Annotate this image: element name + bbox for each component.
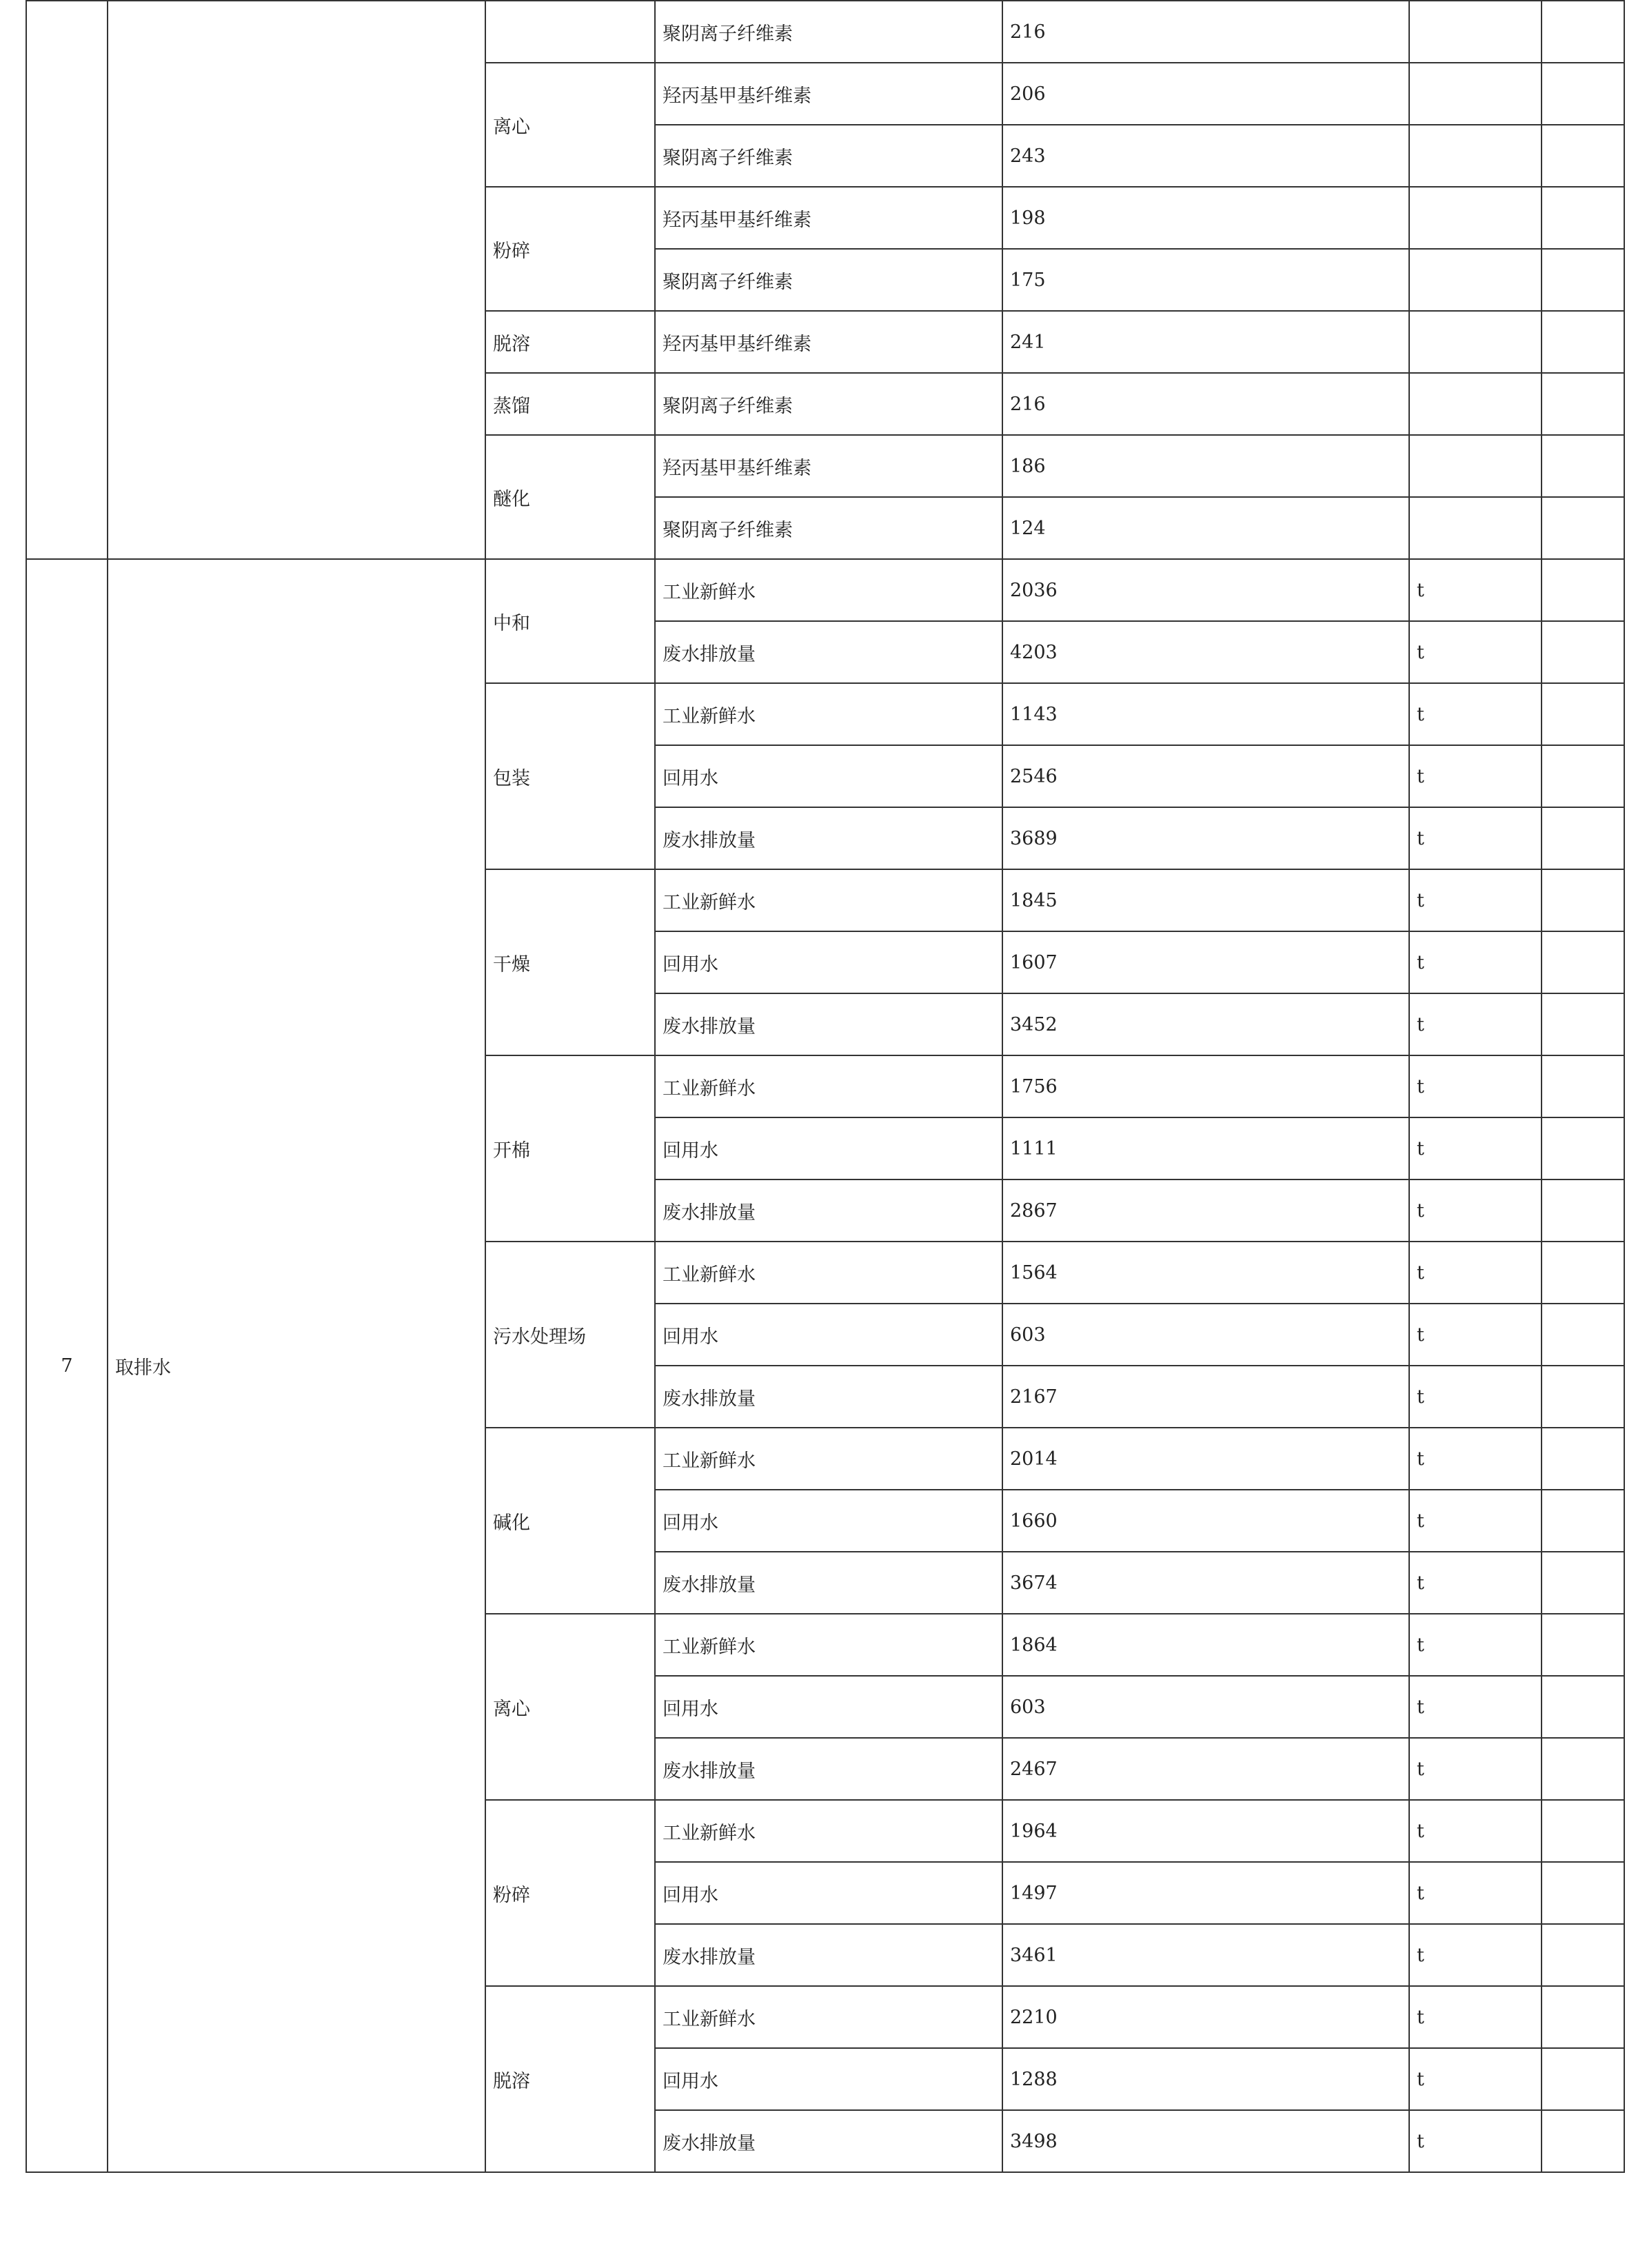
value-cell: 1497 [1002, 1862, 1409, 1924]
category-cell: 取排水 [108, 559, 485, 2172]
note-cell [1542, 125, 1624, 187]
value-cell: 198 [1002, 187, 1409, 249]
note-cell [1542, 1552, 1624, 1614]
note-cell [1542, 559, 1624, 621]
note-cell [1542, 931, 1624, 993]
unit-cell [1409, 125, 1542, 187]
note-cell [1542, 1614, 1624, 1676]
note-cell [1542, 1490, 1624, 1552]
value-cell: 1660 [1002, 1490, 1409, 1552]
unit-cell: t [1409, 1490, 1542, 1552]
unit-cell: t [1409, 1242, 1542, 1304]
unit-cell: t [1409, 1800, 1542, 1862]
process-cell: 蒸馏 [485, 373, 655, 435]
value-cell: 603 [1002, 1676, 1409, 1738]
value-cell: 216 [1002, 1, 1409, 63]
note-cell [1542, 1304, 1624, 1366]
item-cell: 工业新鲜水 [655, 1428, 1002, 1490]
unit-cell [1409, 497, 1542, 559]
value-cell: 1756 [1002, 1055, 1409, 1117]
note-cell [1542, 2048, 1624, 2110]
item-cell: 废水排放量 [655, 1924, 1002, 1986]
note-cell [1542, 311, 1624, 373]
process-cell: 污水处理场 [485, 1242, 655, 1428]
process-cell: 离心 [485, 63, 655, 187]
table-body [26, 1, 1624, 2172]
item-cell: 废水排放量 [655, 1738, 1002, 1800]
item-cell: 废水排放量 [655, 993, 1002, 1055]
process-cell [485, 1, 655, 63]
process-cell: 离心 [485, 1614, 655, 1800]
note-cell [1542, 2110, 1624, 2172]
unit-cell: t [1409, 1676, 1542, 1738]
unit-cell: t [1409, 1614, 1542, 1676]
note-cell [1542, 497, 1624, 559]
item-cell: 工业新鲜水 [655, 683, 1002, 745]
note-cell [1542, 1738, 1624, 1800]
process-cell: 粉碎 [485, 1800, 655, 1986]
process-cell: 醚化 [485, 435, 655, 559]
item-cell: 工业新鲜水 [655, 1614, 1002, 1676]
value-cell: 206 [1002, 63, 1409, 125]
unit-cell [1409, 1, 1542, 63]
unit-cell: t [1409, 1179, 1542, 1242]
unit-cell: t [1409, 1924, 1542, 1986]
seq-cell: 7 [26, 559, 108, 2172]
item-cell: 回用水 [655, 1117, 1002, 1179]
seq-cell [26, 1, 108, 559]
unit-cell: t [1409, 559, 1542, 621]
note-cell [1542, 1366, 1624, 1428]
item-cell: 工业新鲜水 [655, 1986, 1002, 2048]
item-cell: 羟丙基甲基纤维素 [655, 63, 1002, 125]
item-cell: 聚阴离子纤维素 [655, 125, 1002, 187]
unit-cell: t [1409, 683, 1542, 745]
item-cell: 回用水 [655, 1862, 1002, 1924]
item-cell: 废水排放量 [655, 1552, 1002, 1614]
note-cell [1542, 807, 1624, 869]
item-cell: 废水排放量 [655, 1366, 1002, 1428]
note-cell [1542, 1800, 1624, 1862]
category-cell [108, 1, 485, 559]
value-cell: 1288 [1002, 2048, 1409, 2110]
item-cell: 聚阴离子纤维素 [655, 497, 1002, 559]
item-cell: 羟丙基甲基纤维素 [655, 187, 1002, 249]
value-cell: 2867 [1002, 1179, 1409, 1242]
note-cell [1542, 373, 1624, 435]
item-cell: 回用水 [655, 1490, 1002, 1552]
note-cell [1542, 621, 1624, 683]
unit-cell: t [1409, 807, 1542, 869]
note-cell [1542, 1179, 1624, 1242]
value-cell: 1964 [1002, 1800, 1409, 1862]
item-cell: 工业新鲜水 [655, 559, 1002, 621]
value-cell: 3689 [1002, 807, 1409, 869]
item-cell: 回用水 [655, 931, 1002, 993]
value-cell: 241 [1002, 311, 1409, 373]
unit-cell: t [1409, 1428, 1542, 1490]
note-cell [1542, 1862, 1624, 1924]
item-cell: 工业新鲜水 [655, 1800, 1002, 1862]
note-cell [1542, 63, 1624, 125]
value-cell: 175 [1002, 249, 1409, 311]
unit-cell: t [1409, 1055, 1542, 1117]
item-cell: 回用水 [655, 1676, 1002, 1738]
note-cell [1542, 435, 1624, 497]
value-cell: 603 [1002, 1304, 1409, 1366]
item-cell: 废水排放量 [655, 2110, 1002, 2172]
unit-cell [1409, 373, 1542, 435]
item-cell: 聚阴离子纤维素 [655, 1, 1002, 63]
unit-cell: t [1409, 1986, 1542, 2048]
note-cell [1542, 1428, 1624, 1490]
unit-cell: t [1409, 1366, 1542, 1428]
item-cell: 羟丙基甲基纤维素 [655, 311, 1002, 373]
item-cell: 回用水 [655, 2048, 1002, 2110]
item-cell: 聚阴离子纤维素 [655, 373, 1002, 435]
value-cell: 1564 [1002, 1242, 1409, 1304]
process-cell: 脱溶 [485, 311, 655, 373]
value-cell: 3452 [1002, 993, 1409, 1055]
process-cell: 开棉 [485, 1055, 655, 1242]
item-cell: 废水排放量 [655, 621, 1002, 683]
value-cell: 2036 [1002, 559, 1409, 621]
item-cell: 工业新鲜水 [655, 1242, 1002, 1304]
item-cell: 工业新鲜水 [655, 869, 1002, 931]
value-cell: 4203 [1002, 621, 1409, 683]
process-cell: 粉碎 [485, 187, 655, 311]
value-cell: 1607 [1002, 931, 1409, 993]
unit-cell: t [1409, 2048, 1542, 2110]
value-cell: 3674 [1002, 1552, 1409, 1614]
unit-cell: t [1409, 621, 1542, 683]
note-cell [1542, 683, 1624, 745]
note-cell [1542, 1924, 1624, 1986]
value-cell: 124 [1002, 497, 1409, 559]
note-cell [1542, 1117, 1624, 1179]
value-cell: 186 [1002, 435, 1409, 497]
value-cell: 1111 [1002, 1117, 1409, 1179]
value-cell: 3498 [1002, 2110, 1409, 2172]
note-cell [1542, 249, 1624, 311]
unit-cell: t [1409, 1738, 1542, 1800]
unit-cell [1409, 435, 1542, 497]
process-cell: 碱化 [485, 1428, 655, 1614]
note-cell [1542, 1986, 1624, 2048]
item-cell: 废水排放量 [655, 807, 1002, 869]
process-cell: 脱溶 [485, 1986, 655, 2172]
value-cell: 2546 [1002, 745, 1409, 807]
unit-cell: t [1409, 1117, 1542, 1179]
note-cell [1542, 1676, 1624, 1738]
item-cell: 回用水 [655, 1304, 1002, 1366]
value-cell: 1143 [1002, 683, 1409, 745]
note-cell [1542, 869, 1624, 931]
process-cell: 干燥 [485, 869, 655, 1055]
unit-cell: t [1409, 745, 1542, 807]
unit-cell [1409, 311, 1542, 373]
unit-cell: t [1409, 993, 1542, 1055]
value-cell: 2014 [1002, 1428, 1409, 1490]
unit-cell [1409, 249, 1542, 311]
note-cell [1542, 1242, 1624, 1304]
value-cell: 2210 [1002, 1986, 1409, 2048]
table-row [26, 559, 1624, 621]
value-cell: 2167 [1002, 1366, 1409, 1428]
unit-cell: t [1409, 869, 1542, 931]
note-cell [1542, 993, 1624, 1055]
note-cell [1542, 1, 1624, 63]
value-cell: 243 [1002, 125, 1409, 187]
unit-cell: t [1409, 2110, 1542, 2172]
value-cell: 2467 [1002, 1738, 1409, 1800]
process-cell: 包装 [485, 683, 655, 869]
unit-cell: t [1409, 1552, 1542, 1614]
item-cell: 聚阴离子纤维素 [655, 249, 1002, 311]
note-cell [1542, 1055, 1624, 1117]
value-cell: 1845 [1002, 869, 1409, 931]
note-cell [1542, 745, 1624, 807]
value-cell: 216 [1002, 373, 1409, 435]
unit-cell [1409, 63, 1542, 125]
unit-cell: t [1409, 931, 1542, 993]
unit-cell [1409, 187, 1542, 249]
data-table [26, 0, 1625, 2173]
unit-cell: t [1409, 1304, 1542, 1366]
item-cell: 工业新鲜水 [655, 1055, 1002, 1117]
unit-cell: t [1409, 1862, 1542, 1924]
value-cell: 1864 [1002, 1614, 1409, 1676]
item-cell: 废水排放量 [655, 1179, 1002, 1242]
value-cell: 3461 [1002, 1924, 1409, 1986]
note-cell [1542, 187, 1624, 249]
item-cell: 回用水 [655, 745, 1002, 807]
table-row [26, 1, 1624, 63]
item-cell: 羟丙基甲基纤维素 [655, 435, 1002, 497]
process-cell: 中和 [485, 559, 655, 683]
